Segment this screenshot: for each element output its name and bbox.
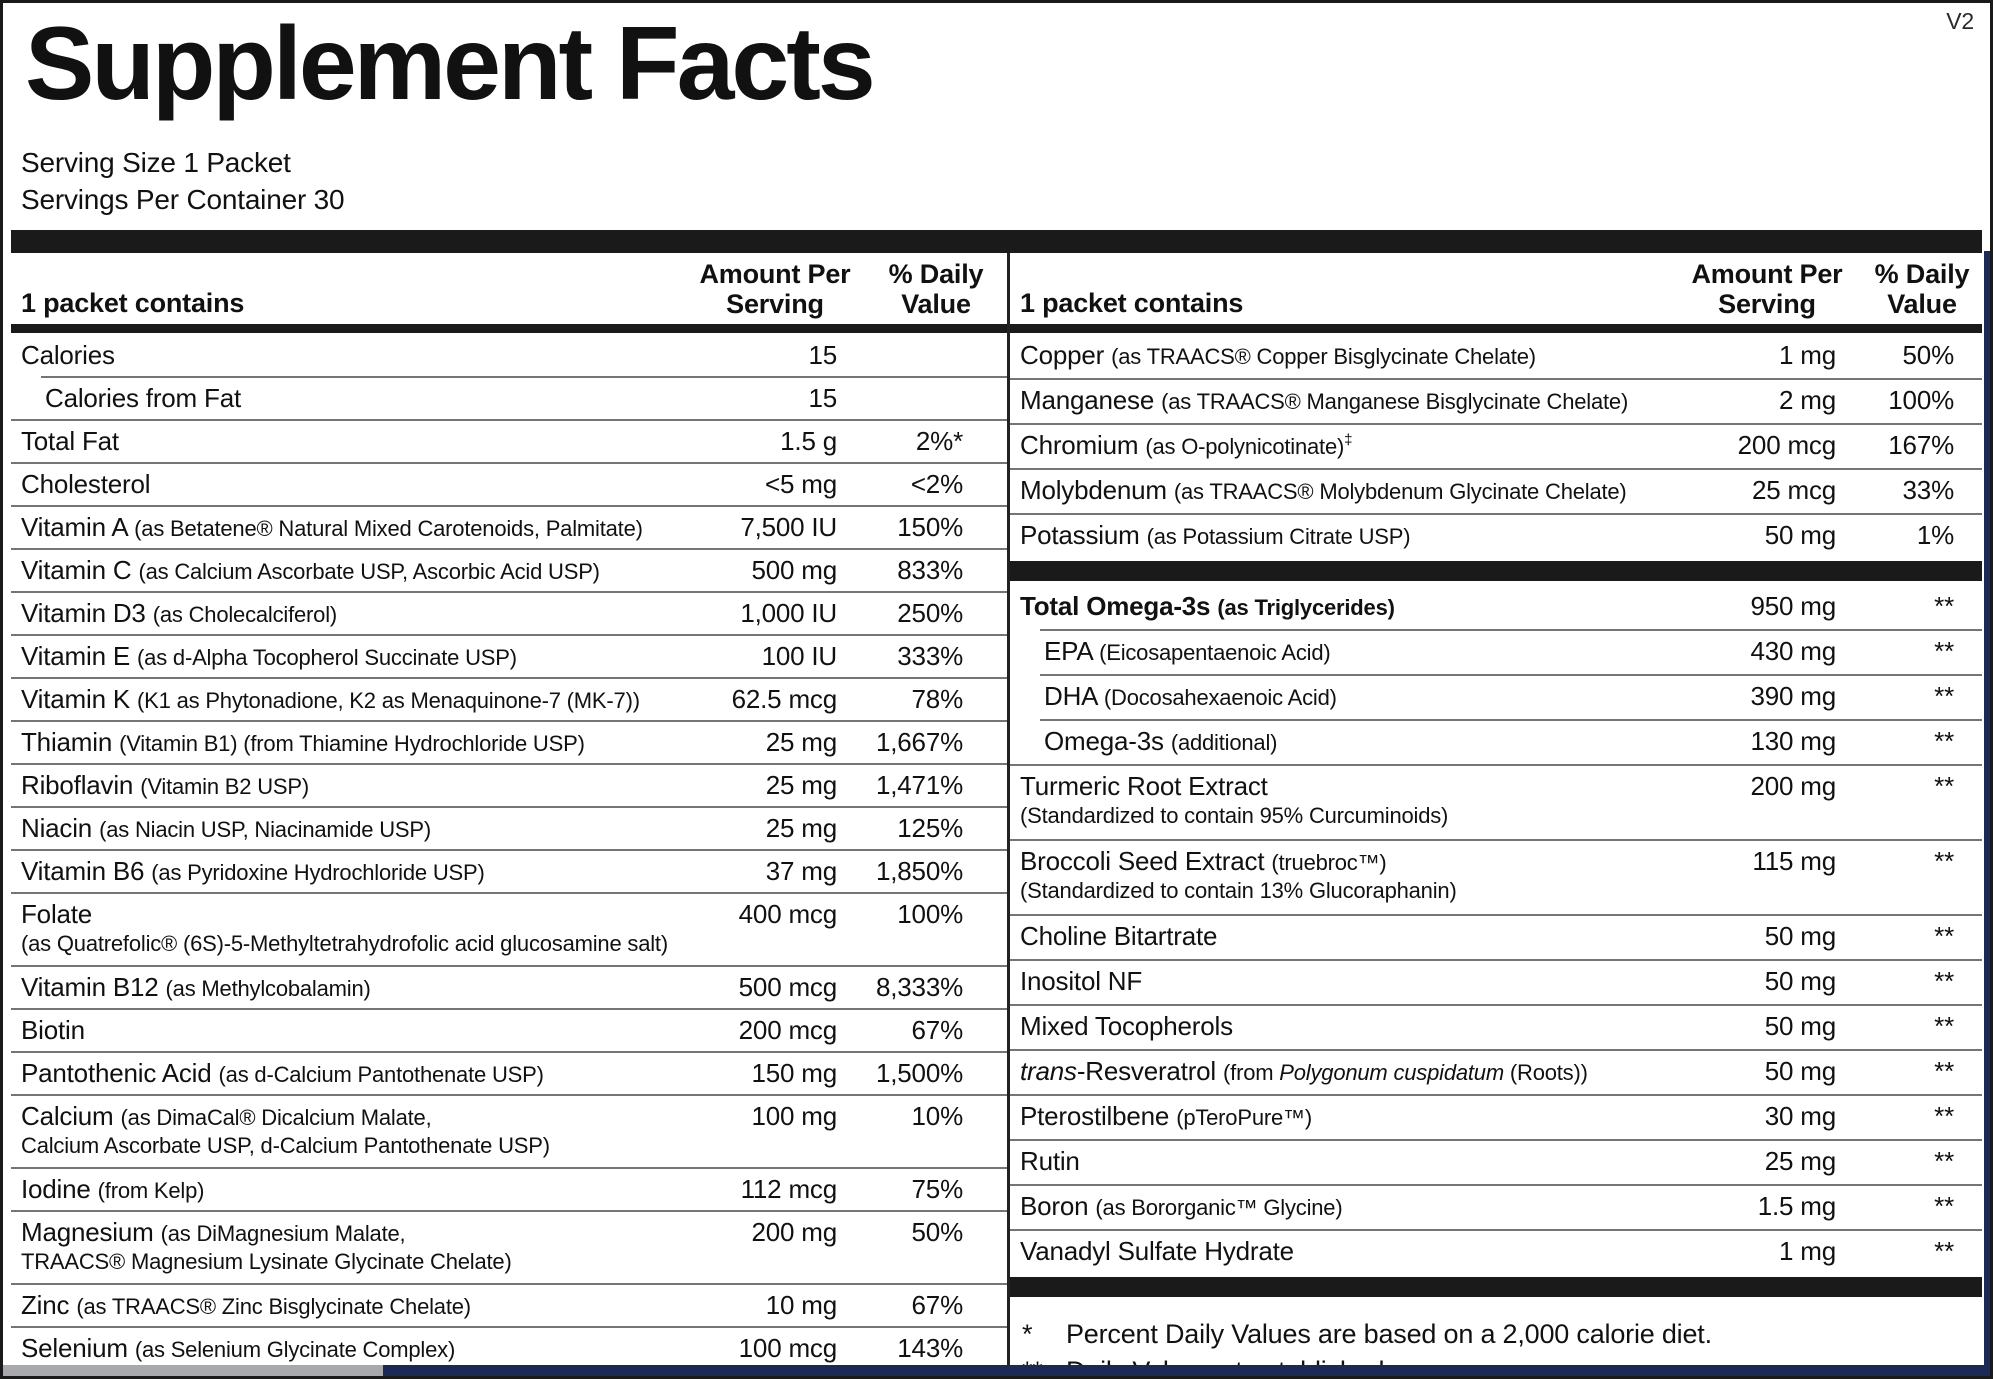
daily-value: 250% bbox=[897, 597, 963, 628]
daily-value: ** bbox=[1934, 1235, 1954, 1266]
amount-value: 950 mg bbox=[1750, 590, 1836, 621]
table-row bbox=[1010, 378, 1982, 423]
amount-value: 200 mcg bbox=[1737, 429, 1836, 460]
amount-value: 10 mg bbox=[765, 1289, 837, 1320]
header-divider-bar bbox=[11, 324, 1007, 333]
daily-value: 1,850% bbox=[876, 855, 963, 886]
nutrient-name: Turmeric Root Extract bbox=[1020, 770, 1268, 801]
amount-value: 1 mg bbox=[1778, 339, 1836, 370]
nutrient-name: Folate bbox=[21, 898, 93, 929]
table-row bbox=[11, 720, 1007, 763]
daily-value: <2% bbox=[910, 468, 963, 499]
nutrient-name: Vitamin A (as Betatene® Natural Mixed Carotenoids, Palmitate) bbox=[21, 511, 643, 542]
table-row bbox=[11, 806, 1007, 849]
amount-value: 500 mg bbox=[751, 554, 837, 585]
column-header-left bbox=[11, 253, 1007, 324]
daily-value: 8,333% bbox=[876, 971, 963, 1002]
daily-value: ** bbox=[1934, 590, 1954, 621]
column-header-contains: 1 packet contains bbox=[21, 287, 245, 318]
nutrient-name: Vitamin K (K1 as Phytonadione, K2 as Menaquinone-7 (MK-7)) bbox=[21, 683, 640, 714]
daily-value: ** bbox=[1934, 1190, 1954, 1221]
table-row bbox=[11, 548, 1007, 591]
amount-value: 100 mcg bbox=[738, 1332, 837, 1363]
daily-value: 50% bbox=[911, 1216, 963, 1247]
label-border-bottom-strip bbox=[3, 1365, 1990, 1376]
daily-value: 143% bbox=[897, 1332, 963, 1363]
column-header-amount: Amount Per Serving bbox=[1691, 258, 1843, 319]
amount-value: 115 mg bbox=[1752, 845, 1836, 876]
footnote-text: Percent Daily Values are based on a 2,000 calorie diet. bbox=[1066, 1318, 1712, 1349]
daily-value: ** bbox=[1934, 845, 1954, 876]
table-row bbox=[11, 1283, 1007, 1326]
nutrient-name: Omega-3s (additional) bbox=[1044, 725, 1278, 756]
table-row bbox=[11, 763, 1007, 806]
amount-value: 100 IU bbox=[761, 640, 837, 671]
table-row bbox=[11, 1094, 1007, 1167]
table-row bbox=[11, 1008, 1007, 1051]
daily-value: 100% bbox=[897, 898, 963, 929]
daily-value: 1,667% bbox=[876, 726, 963, 757]
table-row bbox=[1010, 1004, 1982, 1049]
daily-value: 100% bbox=[1888, 384, 1954, 415]
amount-value: 112 mcg bbox=[740, 1173, 837, 1204]
column-header-right bbox=[1010, 253, 1982, 324]
nutrient-name: Biotin bbox=[21, 1014, 85, 1045]
daily-value: 10% bbox=[911, 1100, 963, 1131]
nutrient-name: Copper (as TRAACS® Copper Bisglycinate Chelate) bbox=[1020, 339, 1536, 370]
daily-value: ** bbox=[1934, 770, 1954, 801]
facts-column-right bbox=[1010, 253, 1982, 1379]
column-header-amount: Amount Per Serving bbox=[699, 258, 851, 319]
daily-value: 67% bbox=[911, 1289, 963, 1320]
table-row bbox=[11, 849, 1007, 892]
nutrient-name: trans-Resveratrol (from Polygonum cuspidatum (Roots)) bbox=[1020, 1055, 1588, 1086]
amount-value: 200 mcg bbox=[738, 1014, 837, 1045]
amount-value: 25 mg bbox=[765, 769, 837, 800]
daily-value: 1% bbox=[1916, 519, 1954, 550]
version-tag: V2 bbox=[1946, 8, 1974, 34]
column-header-daily-value: % Daily Value bbox=[1874, 258, 1970, 319]
daily-value: ** bbox=[1934, 1010, 1954, 1041]
nutrient-name: Magnesium (as DiMagnesium Malate, bbox=[21, 1216, 406, 1247]
amount-value: 1 mg bbox=[1778, 1235, 1836, 1266]
daily-value: 67% bbox=[911, 1014, 963, 1045]
nutrient-name: Calcium (as DimaCal® Dicalcium Malate, bbox=[21, 1100, 432, 1131]
table-row bbox=[1010, 764, 1982, 839]
daily-value: ** bbox=[1934, 725, 1954, 756]
header-divider-bar bbox=[1010, 324, 1982, 333]
daily-value: ** bbox=[1934, 680, 1954, 711]
amount-value: 200 mg bbox=[751, 1216, 837, 1247]
facts-column-left bbox=[11, 253, 1007, 1379]
nutrient-name: Boron (as Bororganic™ Glycine) bbox=[1020, 1190, 1343, 1221]
serving-info bbox=[21, 144, 1982, 218]
daily-value: 150% bbox=[897, 511, 963, 542]
nutrient-name: Chromium (as O-polynicotinate)‡ bbox=[1020, 429, 1353, 460]
amount-value: 25 mg bbox=[765, 726, 837, 757]
daily-value: ** bbox=[1934, 965, 1954, 996]
bottom-strip-navy-segment bbox=[383, 1365, 1990, 1376]
daily-value: ** bbox=[1934, 920, 1954, 951]
amount-value: 1.5 mg bbox=[1757, 1190, 1836, 1221]
table-row bbox=[11, 1051, 1007, 1094]
column-header-contains: 1 packet contains bbox=[1020, 287, 1244, 318]
amount-value: 25 mcg bbox=[1751, 474, 1836, 505]
amount-value: 130 mg bbox=[1750, 725, 1836, 756]
amount-value: 1,000 IU bbox=[740, 597, 837, 628]
nutrient-name: Selenium (as Selenium Glycinate Complex) bbox=[21, 1332, 456, 1363]
nutrient-name: Mixed Tocopherols bbox=[1020, 1010, 1233, 1041]
label-border-right-strip bbox=[1984, 251, 1990, 1376]
table-row bbox=[1010, 959, 1982, 1004]
table-row bbox=[1010, 629, 1982, 674]
daily-value: 1,471% bbox=[876, 769, 963, 800]
nutrient-name: Riboflavin (Vitamin B2 USP) bbox=[21, 769, 309, 800]
amount-value: 15 bbox=[808, 382, 837, 413]
amount-value: <5 mg bbox=[765, 468, 837, 499]
nutrient-name-line2: TRAACS® Magnesium Lysinate Glycinate Chelate) bbox=[21, 1248, 512, 1274]
nutrient-name: Total Omega-3s (as Triglycerides) bbox=[1020, 590, 1395, 621]
amount-value: 25 mg bbox=[765, 812, 837, 843]
nutrient-name-line2: Calcium Ascorbate USP, d-Calcium Pantothenate USP) bbox=[21, 1132, 550, 1158]
daily-value: 167% bbox=[1888, 429, 1954, 460]
table-row bbox=[1010, 468, 1982, 513]
serving-size: Serving Size 1 Packet bbox=[21, 146, 291, 178]
column-header-daily-value: % Daily Value bbox=[888, 258, 984, 319]
facts-table bbox=[11, 253, 1982, 1379]
amount-value: 50 mg bbox=[1764, 1055, 1836, 1086]
daily-value: 1,500% bbox=[876, 1057, 963, 1088]
nutrient-name: Vitamin C (as Calcium Ascorbate USP, Ascorbic Acid USP) bbox=[21, 554, 600, 585]
table-row bbox=[1010, 423, 1982, 468]
table-row bbox=[1010, 839, 1982, 914]
amount-value: 25 mg bbox=[1764, 1145, 1836, 1176]
table-row bbox=[11, 677, 1007, 720]
nutrient-name: Pterostilbene (pTeroPure™) bbox=[1020, 1100, 1312, 1131]
daily-value: 33% bbox=[1902, 474, 1954, 505]
table-row bbox=[1010, 1139, 1982, 1184]
amount-value: 50 mg bbox=[1764, 965, 1836, 996]
nutrient-name: Choline Bitartrate bbox=[1020, 920, 1218, 951]
daily-value: ** bbox=[1934, 1100, 1954, 1131]
nutrient-name: Vitamin B12 (as Methylcobalamin) bbox=[21, 971, 371, 1002]
servings-per-container: Servings Per Container 30 bbox=[21, 183, 345, 215]
table-row bbox=[11, 1326, 1007, 1369]
amount-value: 500 mcg bbox=[738, 971, 837, 1002]
amount-value: 200 mg bbox=[1750, 770, 1836, 801]
nutrient-name: DHA (Docosahexaenoic Acid) bbox=[1044, 680, 1337, 711]
table-row bbox=[1010, 674, 1982, 719]
table-row bbox=[1010, 1094, 1982, 1139]
nutrient-name: Total Fat bbox=[21, 425, 119, 456]
amount-value: 400 mcg bbox=[738, 898, 837, 929]
nutrient-name: Manganese (as TRAACS® Manganese Bisglycinate Chelate) bbox=[1020, 384, 1629, 415]
footnote-symbol: * bbox=[1022, 1318, 1033, 1349]
amount-value: 150 mg bbox=[751, 1057, 837, 1088]
table-row bbox=[1010, 719, 1982, 764]
nutrient-name: Pantothenic Acid (as d-Calcium Pantothenate USP) bbox=[21, 1057, 544, 1088]
daily-value: ** bbox=[1934, 1145, 1954, 1176]
amount-value: 15 bbox=[808, 339, 837, 370]
table-row bbox=[1010, 1049, 1982, 1094]
daily-value: 833% bbox=[897, 554, 963, 585]
section-divider-bar bbox=[1010, 561, 1982, 581]
nutrient-name-line2: (Standardized to contain 95% Curcuminoids) bbox=[1020, 802, 1449, 828]
nutrient-name-line2: (as Quatrefolic® (6S)-5-Methyltetrahydrofolic acid glucosamine salt) bbox=[21, 930, 668, 956]
table-row bbox=[11, 333, 1007, 376]
bottom-strip-gray-segment bbox=[3, 1365, 383, 1376]
daily-value: 75% bbox=[911, 1173, 963, 1204]
nutrient-name: Vitamin E (as d-Alpha Tocopherol Succinate USP) bbox=[21, 640, 517, 671]
nutrient-name-line2: (Standardized to contain 13% Glucoraphanin) bbox=[1020, 877, 1457, 903]
nutrient-name: Calories bbox=[21, 339, 115, 370]
table-row bbox=[1010, 333, 1982, 378]
table-row bbox=[11, 462, 1007, 505]
nutrient-rows-left bbox=[11, 333, 1007, 1369]
nutrient-name: Potassium (as Potassium Citrate USP) bbox=[1020, 519, 1411, 550]
amount-value: 390 mg bbox=[1750, 680, 1836, 711]
amount-value: 100 mg bbox=[751, 1100, 837, 1131]
amount-value: 1.5 g bbox=[780, 425, 837, 456]
table-row bbox=[11, 965, 1007, 1008]
nutrient-name: Zinc (as TRAACS® Zinc Bisglycinate Chelate) bbox=[21, 1289, 471, 1320]
table-row bbox=[11, 376, 1007, 419]
nutrient-name: Vitamin D3 (as Cholecalciferol) bbox=[21, 597, 338, 628]
table-row bbox=[1010, 914, 1982, 959]
top-divider-bar bbox=[11, 230, 1982, 253]
label-content bbox=[3, 6, 1990, 1379]
table-row bbox=[11, 1167, 1007, 1210]
amount-value: 62.5 mcg bbox=[731, 683, 837, 714]
nutrient-name: Inositol NF bbox=[1020, 965, 1143, 996]
daily-value: 333% bbox=[897, 640, 963, 671]
table-row bbox=[11, 419, 1007, 462]
nutrient-name: Broccoli Seed Extract (truebroc™) bbox=[1020, 845, 1387, 876]
table-row bbox=[11, 892, 1007, 965]
nutrient-name: Thiamin (Vitamin B1) (from Thiamine Hydrochloride USP) bbox=[21, 726, 585, 757]
amount-value: 37 mg bbox=[765, 855, 837, 886]
nutrient-name: Niacin (as Niacin USP, Niacinamide USP) bbox=[21, 812, 431, 843]
amount-value: 50 mg bbox=[1764, 920, 1836, 951]
nutrient-name: EPA (Eicosapentaenoic Acid) bbox=[1044, 635, 1331, 666]
table-row bbox=[1010, 513, 1982, 558]
daily-value: 125% bbox=[897, 812, 963, 843]
amount-value: 50 mg bbox=[1764, 1010, 1836, 1041]
daily-value: 2%* bbox=[915, 425, 963, 456]
section-divider-bar bbox=[1010, 1277, 1982, 1297]
amount-value: 7,500 IU bbox=[740, 511, 837, 542]
daily-value: ** bbox=[1934, 1055, 1954, 1086]
nutrient-name: Molybdenum (as TRAACS® Molybdenum Glycinate Chelate) bbox=[1020, 474, 1627, 505]
nutrient-name: Vitamin B6 (as Pyridoxine Hydrochloride USP) bbox=[21, 855, 485, 886]
table-row bbox=[11, 1210, 1007, 1283]
table-row bbox=[11, 505, 1007, 548]
nutrient-name: Calories from Fat bbox=[45, 382, 241, 413]
amount-value: 50 mg bbox=[1764, 519, 1836, 550]
nutrient-name: Rutin bbox=[1020, 1145, 1080, 1176]
amount-value: 30 mg bbox=[1764, 1100, 1836, 1131]
amount-value: 430 mg bbox=[1750, 635, 1836, 666]
table-row bbox=[11, 591, 1007, 634]
nutrient-rows-right bbox=[1010, 333, 1982, 1297]
table-row bbox=[11, 634, 1007, 677]
footnote-daily-values bbox=[1020, 1316, 1976, 1353]
amount-value: 2 mg bbox=[1778, 384, 1836, 415]
daily-value: ** bbox=[1934, 635, 1954, 666]
table-row bbox=[1010, 1229, 1982, 1274]
page-title: Supplement Facts bbox=[25, 6, 873, 122]
nutrient-name: Cholesterol bbox=[21, 468, 151, 499]
daily-value: 50% bbox=[1902, 339, 1954, 370]
nutrient-name: Vanadyl Sulfate Hydrate bbox=[1020, 1235, 1294, 1266]
table-row bbox=[1010, 1184, 1982, 1229]
table-row bbox=[1010, 584, 1982, 629]
nutrient-name: Iodine (from Kelp) bbox=[21, 1173, 205, 1204]
daily-value: 78% bbox=[911, 683, 963, 714]
